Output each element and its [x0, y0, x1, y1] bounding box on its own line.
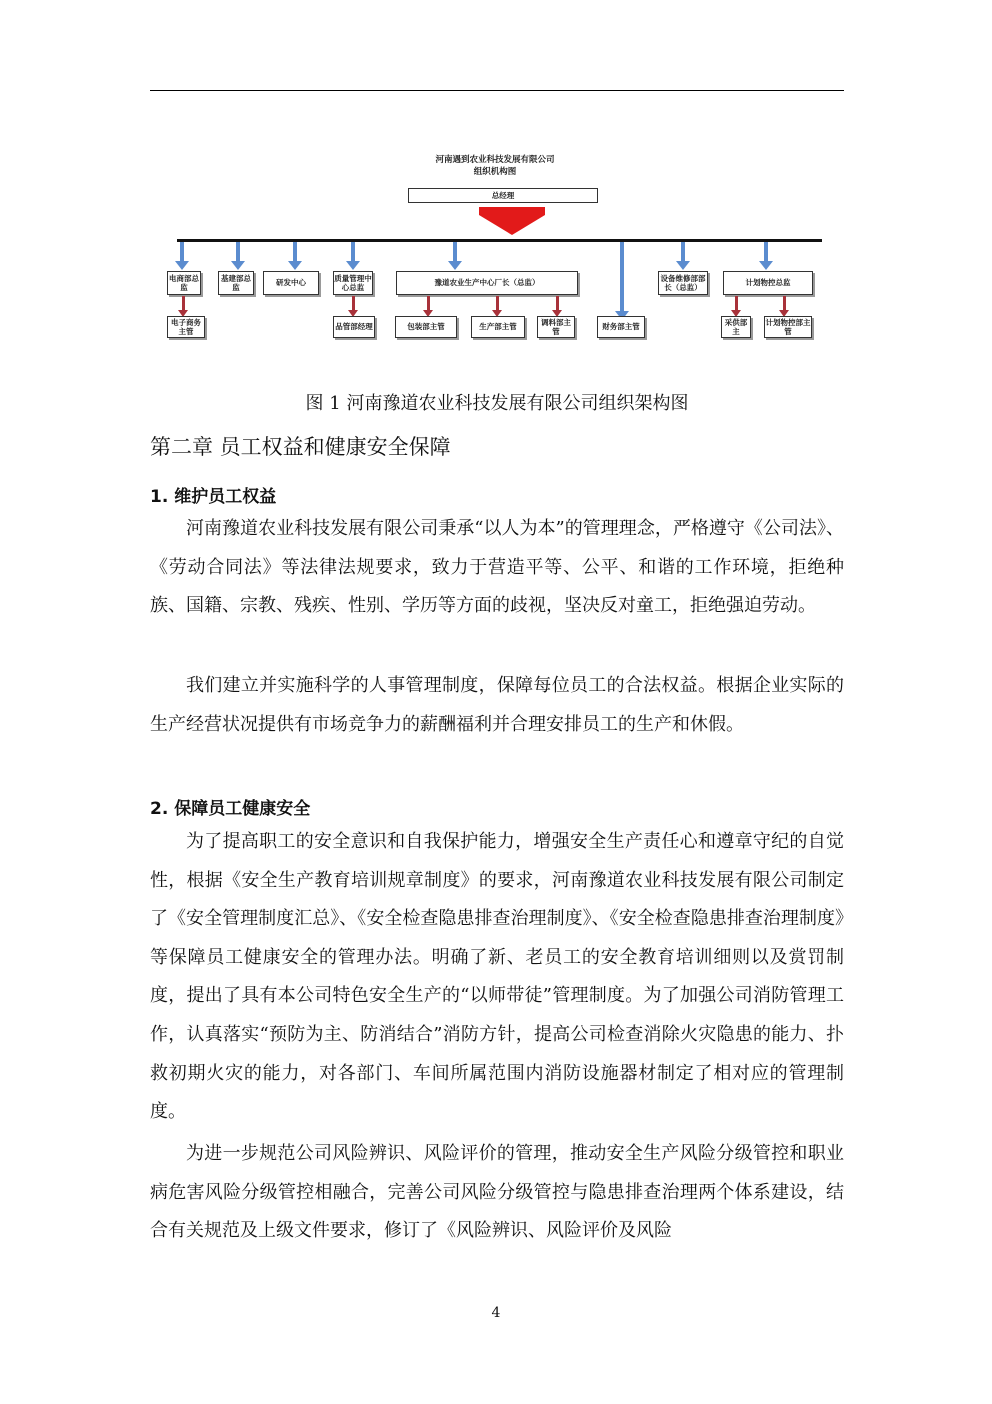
down-arrow-icon: [477, 207, 547, 235]
down-arrow-icon: [351, 242, 355, 262]
header-rule: [150, 90, 844, 91]
down-arrow-icon: [496, 296, 499, 310]
org-node-finance: 财务部主管: [597, 316, 645, 338]
org-node-rnd: 研发中心: [263, 271, 319, 295]
down-arrow-icon: [180, 242, 184, 262]
down-arrow-icon: [764, 242, 768, 262]
org-node-equipment: 设备维修部部长（总监）: [658, 271, 708, 295]
org-node-quality: 质量管理中心总监: [333, 271, 373, 295]
down-arrow-icon: [620, 242, 624, 312]
down-arrow-icon: [293, 242, 297, 262]
down-arrow-icon: [182, 296, 185, 310]
org-chart-subtitle: 组织机构图: [473, 167, 517, 177]
org-node-ecommerce-lead: 电子商务主管: [167, 316, 205, 338]
section-heading: 2. 保障员工健康安全: [150, 799, 311, 819]
org-node-general-manager: 总经理: [408, 188, 598, 203]
org-chart-title: 河南遇到农业科技发展有限公司: [435, 155, 555, 165]
org-node-ecommerce: 电商部总监: [167, 271, 201, 295]
org-connector-line: [177, 239, 822, 242]
org-node-planning-lead: 计划物控部主管: [765, 317, 811, 336]
org-node-production: 豫道农业生产中心厂长（总监）: [396, 271, 578, 295]
paragraph: 我们建立并实施科学的人事管理制度，保障每位员工的合法权益。根据企业实际的生产经营状况提供有市场竞争力的薪酬福利并合理安排员工的生产和休假。: [150, 675, 844, 735]
org-node-production-lead: 生产部主管: [471, 316, 525, 338]
paragraph: 河南豫道农业科技发展有限公司秉承“以人为本”的管理理念，严格遵守《公司法》、《劳动合同法》等法律法规要求，致力于营造平等、公平、和谐的工作环境，拒绝种族、国籍、宗教、残疾、性别、学历等方面的歧视，坚决反对童工，拒绝强迫劳动。: [150, 518, 844, 617]
down-arrow-icon: [681, 242, 685, 262]
down-arrow-icon: [735, 296, 738, 310]
down-arrow-icon: [352, 296, 355, 310]
org-node-purchasing: 采供部主: [721, 316, 751, 338]
org-chart: [165, 150, 825, 345]
org-node-packaging: 包装部主管: [395, 316, 457, 338]
figure-caption: 图 1 河南豫道农业科技发展有限公司组织架构图: [305, 393, 689, 414]
down-arrow-icon: [427, 296, 430, 310]
down-arrow-icon: [236, 242, 240, 262]
down-arrow-icon: [556, 296, 559, 310]
org-node-quality-manager: 品管部经理: [333, 316, 375, 338]
chapter-title: 第二章 员工权益和健康安全保障: [150, 435, 451, 459]
org-node-feed-lead: 调料部主管: [537, 316, 575, 338]
paragraph: 为进一步规范公司风险辨识、风险评价的管理，推动安全生产风险分级管控和职业病危害风险分级管控相融合，完善公司风险分级管控与隐患排查治理两个体系建设，结合有关规范及上级文件要求，修订了《风险辨识、风险评价及风险: [150, 1143, 844, 1242]
org-node-construction: 基建部总监: [218, 271, 254, 295]
down-arrow-icon: [453, 242, 457, 262]
paragraph: 为了提高职工的安全意识和自我保护能力，增强安全生产责任心和遵章守纪的自觉性，根据《安全生产教育培训规章制度》的要求，河南豫道农业科技发展有限公司制定了《安全管理制度汇总》、《安全检查隐患排查治理制度》、《安全检查隐患排查治理制度》等保障员工健康安全的管理办法。明确了新、老员工的安全教育培训细则以及赏罚制度，提出了具有本公司特色安全生产的“以师带徒”管理制度。为了加强公司消防管理工作，认真落实“预防为主、防消结合”消防方针，提高公司检查消除火灾隐患的能力、扑救初期火灾的能力，对各部门、车间所属范围内消防设施器材制定了相对应的管理制度。: [150, 831, 844, 1123]
down-arrow-icon: [783, 296, 786, 310]
org-node-planning: 计划物控总监: [723, 271, 813, 295]
page-number: 4: [491, 1305, 501, 1321]
section-heading: 1. 维护员工权益: [150, 487, 277, 507]
